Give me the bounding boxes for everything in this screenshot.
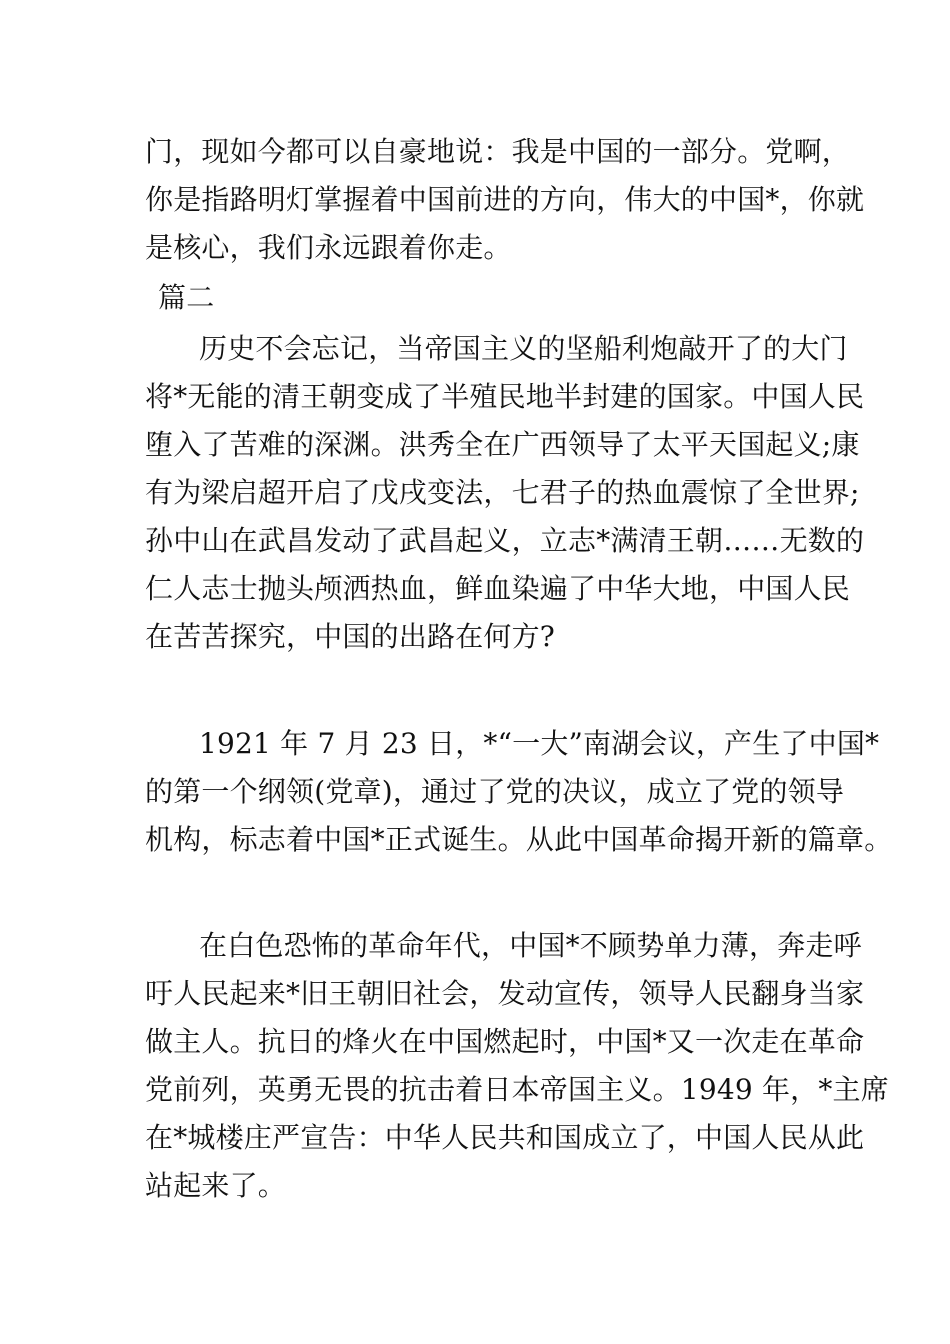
text-line: 做主人。抗日的烽火在中国燃起时，中国*又一次走在革命: [145, 1025, 865, 1058]
text-line: 机构，标志着中国*正式诞生。从此中国革命揭开新的篇章。: [145, 823, 893, 856]
text-line: 将*无能的清王朝变成了半殖民地半封建的国家。中国人民: [145, 380, 865, 413]
text-line: 堕入了苦难的深渊。洪秀全在广西领导了太平天国起义;康: [145, 428, 860, 461]
text-line: 有为梁启超开启了戊戌变法，七君子的热血震惊了全世界;: [145, 476, 860, 509]
text-line: 党前列，英勇无畏的抗击着日本帝国主义。1949 年，*主席: [145, 1073, 889, 1106]
text-line: 门，现如今都可以自豪地说：我是中国的一部分。党啊，: [145, 135, 851, 168]
text-line: 孙中山在武昌发动了武昌起义，立志*满清王朝……无数的: [145, 524, 865, 557]
text-line: 站起来了。: [145, 1169, 287, 1202]
text-line: 吁人民起来*旧王朝旧社会，发动宣传，领导人民翻身当家: [145, 977, 865, 1010]
section-heading: 篇二: [158, 281, 215, 314]
text-line: 历史不会忘记，当帝国主义的坚船利炮敲开了的大门: [199, 332, 848, 365]
text-line: 1921 年 7 月 23 日，*“一大”南湖会议，产生了中国*: [199, 727, 880, 760]
text-line: 在*城楼庄严宣告：中华人民共和国成立了，中国人民从此: [145, 1121, 865, 1154]
text-line: 的第一个纲领(党章)，通过了党的决议，成立了党的领导: [145, 775, 845, 808]
text-line: 是核心，我们永远跟着你走。: [145, 231, 512, 264]
text-line: 在苦苦探究，中国的出路在何方?: [145, 620, 556, 653]
text-line: 你是指路明灯掌握着中国前进的方向，伟大的中国*，你就: [145, 183, 865, 216]
text-line: 仁人志士抛头颅洒热血，鲜血染遍了中华大地，中国人民: [145, 572, 851, 605]
text-line: 在白色恐怖的革命年代，中国*不顾势单力薄，奔走呼: [199, 929, 862, 962]
